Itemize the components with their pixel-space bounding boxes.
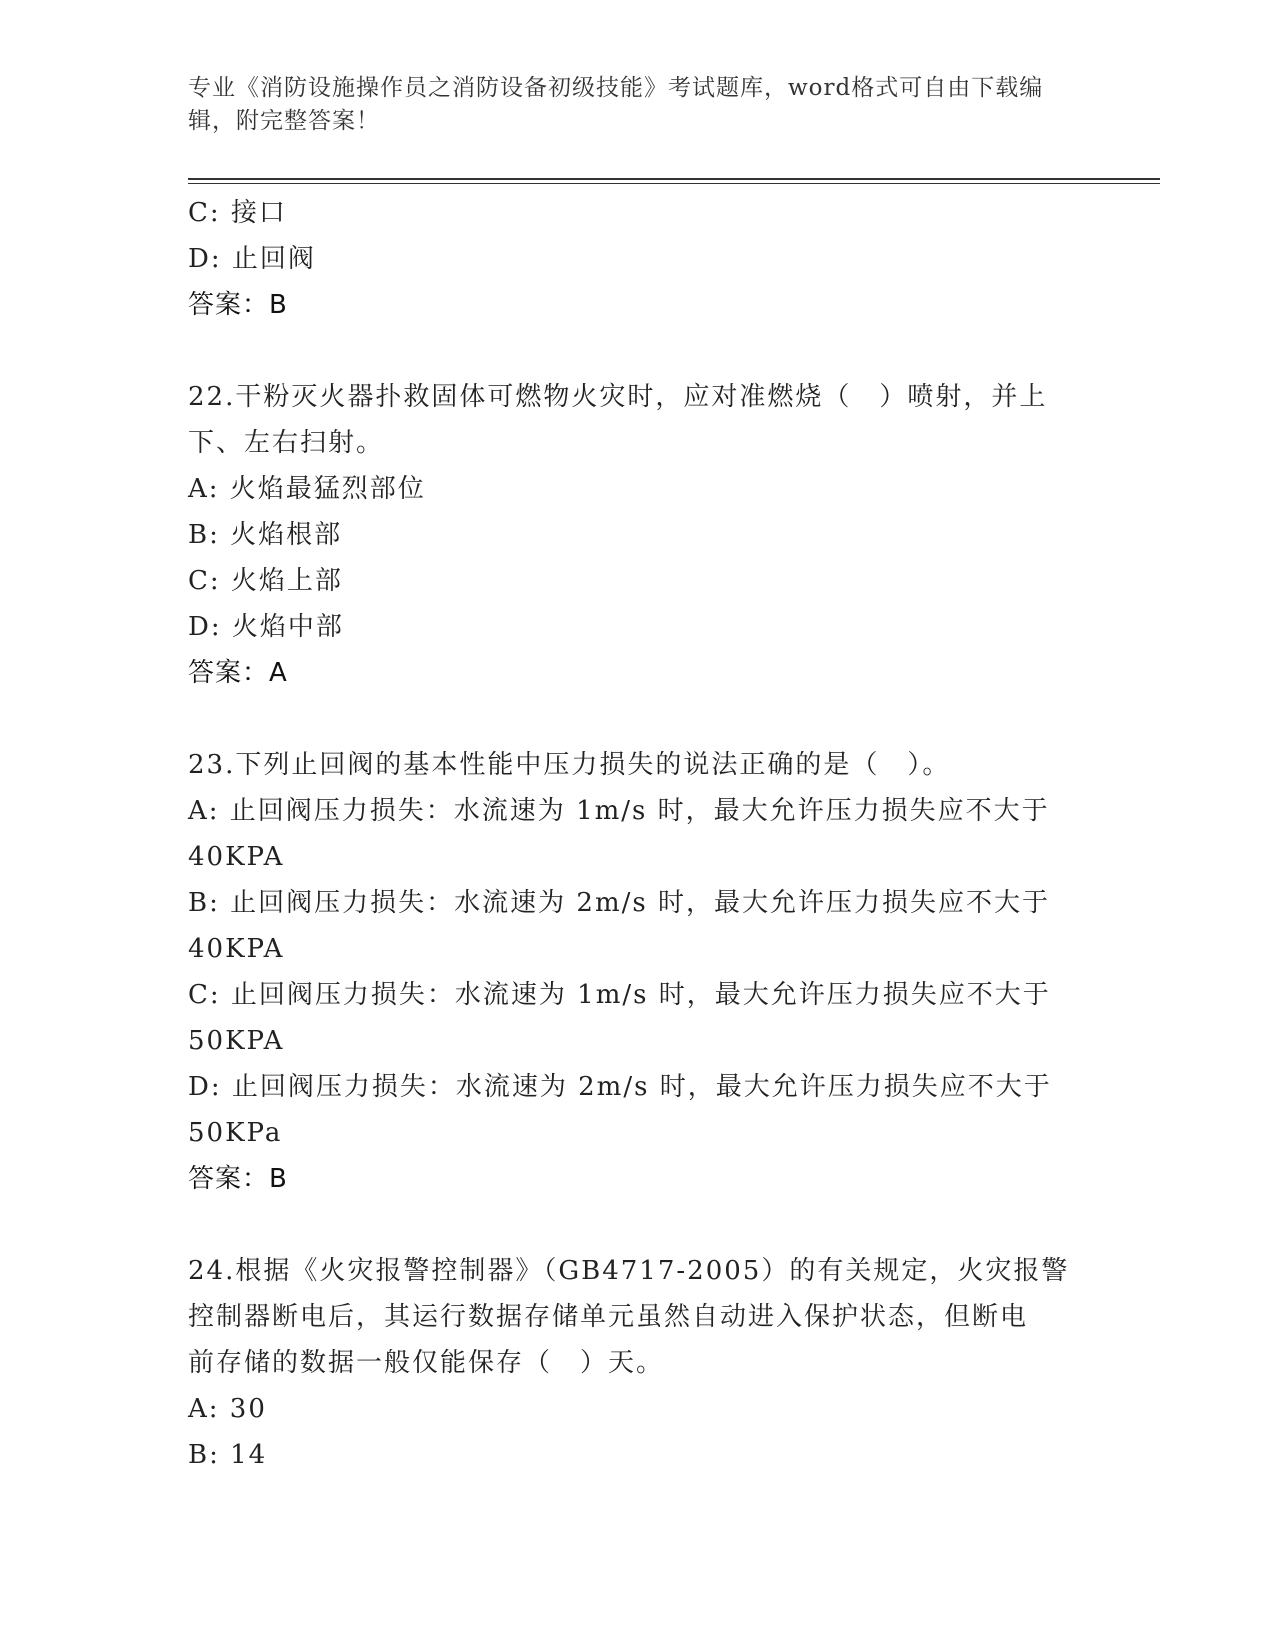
question-24-text-line: 前存储的数据一般仅能保存（ ）天。 xyxy=(188,1348,665,1378)
question-23-answer: 答案：B xyxy=(188,1164,288,1194)
question-23-option-d: D: 止回阀压力损失：水流速为 2m/s 时，最大允许压力损失应不大于 xyxy=(188,1072,1052,1102)
question-24-option-b: B: 14 xyxy=(188,1440,268,1470)
question-23-option-c-cont: 50KPA xyxy=(188,1026,285,1056)
header-divider-thick xyxy=(188,178,1160,180)
question-24-text-line: 24.根据《火灾报警控制器》（GB4717-2005）的有关规定，火灾报警 xyxy=(188,1256,1070,1286)
answer-line: 答案：B xyxy=(188,290,288,320)
question-24-option-a: A: 30 xyxy=(188,1394,267,1424)
header-divider-thin xyxy=(188,183,1160,184)
question-22-option-d: D: 火焰中部 xyxy=(188,612,344,642)
option-d: D: 止回阀 xyxy=(188,244,316,274)
option-c: C: 接口 xyxy=(188,198,287,228)
question-23-text-line: 23.下列止回阀的基本性能中压力损失的说法正确的是（ ）。 xyxy=(188,750,951,780)
question-23-option-a-cont: 40KPA xyxy=(188,842,285,872)
page-header: 专业《消防设施操作员之消防设备初级技能》考试题库，word格式可自由下载编辑，附完整答案！ xyxy=(188,75,1044,134)
question-23-option-a: A: 止回阀压力损失：水流速为 1m/s 时，最大允许压力损失应不大于 xyxy=(188,796,1050,826)
question-22-text-line: 下、左右扫射。 xyxy=(188,428,385,458)
question-23-option-b: B: 止回阀压力损失：水流速为 2m/s 时，最大允许压力损失应不大于 xyxy=(188,888,1050,918)
question-22-answer: 答案：A xyxy=(188,658,288,688)
question-22-option-b: B: 火焰根部 xyxy=(188,520,343,550)
question-23-option-c: C: 止回阀压力损失：水流速为 1m/s 时，最大允许压力损失应不大于 xyxy=(188,980,1051,1010)
question-23-option-b-cont: 40KPA xyxy=(188,934,285,964)
question-22-text-line: 22.干粉灭火器扑救固体可燃物火灾时，应对准燃烧（ ）喷射，并上 xyxy=(188,382,1048,412)
question-22-option-c: C: 火焰上部 xyxy=(188,566,343,596)
question-content xyxy=(188,190,1088,1478)
question-22-option-a: A: 火焰最猛烈部位 xyxy=(188,474,426,504)
question-24-text-line: 控制器断电后，其运行数据存储单元虽然自动进入保护状态，但断电 xyxy=(188,1302,1029,1332)
question-23-option-d-cont: 50KPa xyxy=(188,1118,283,1148)
